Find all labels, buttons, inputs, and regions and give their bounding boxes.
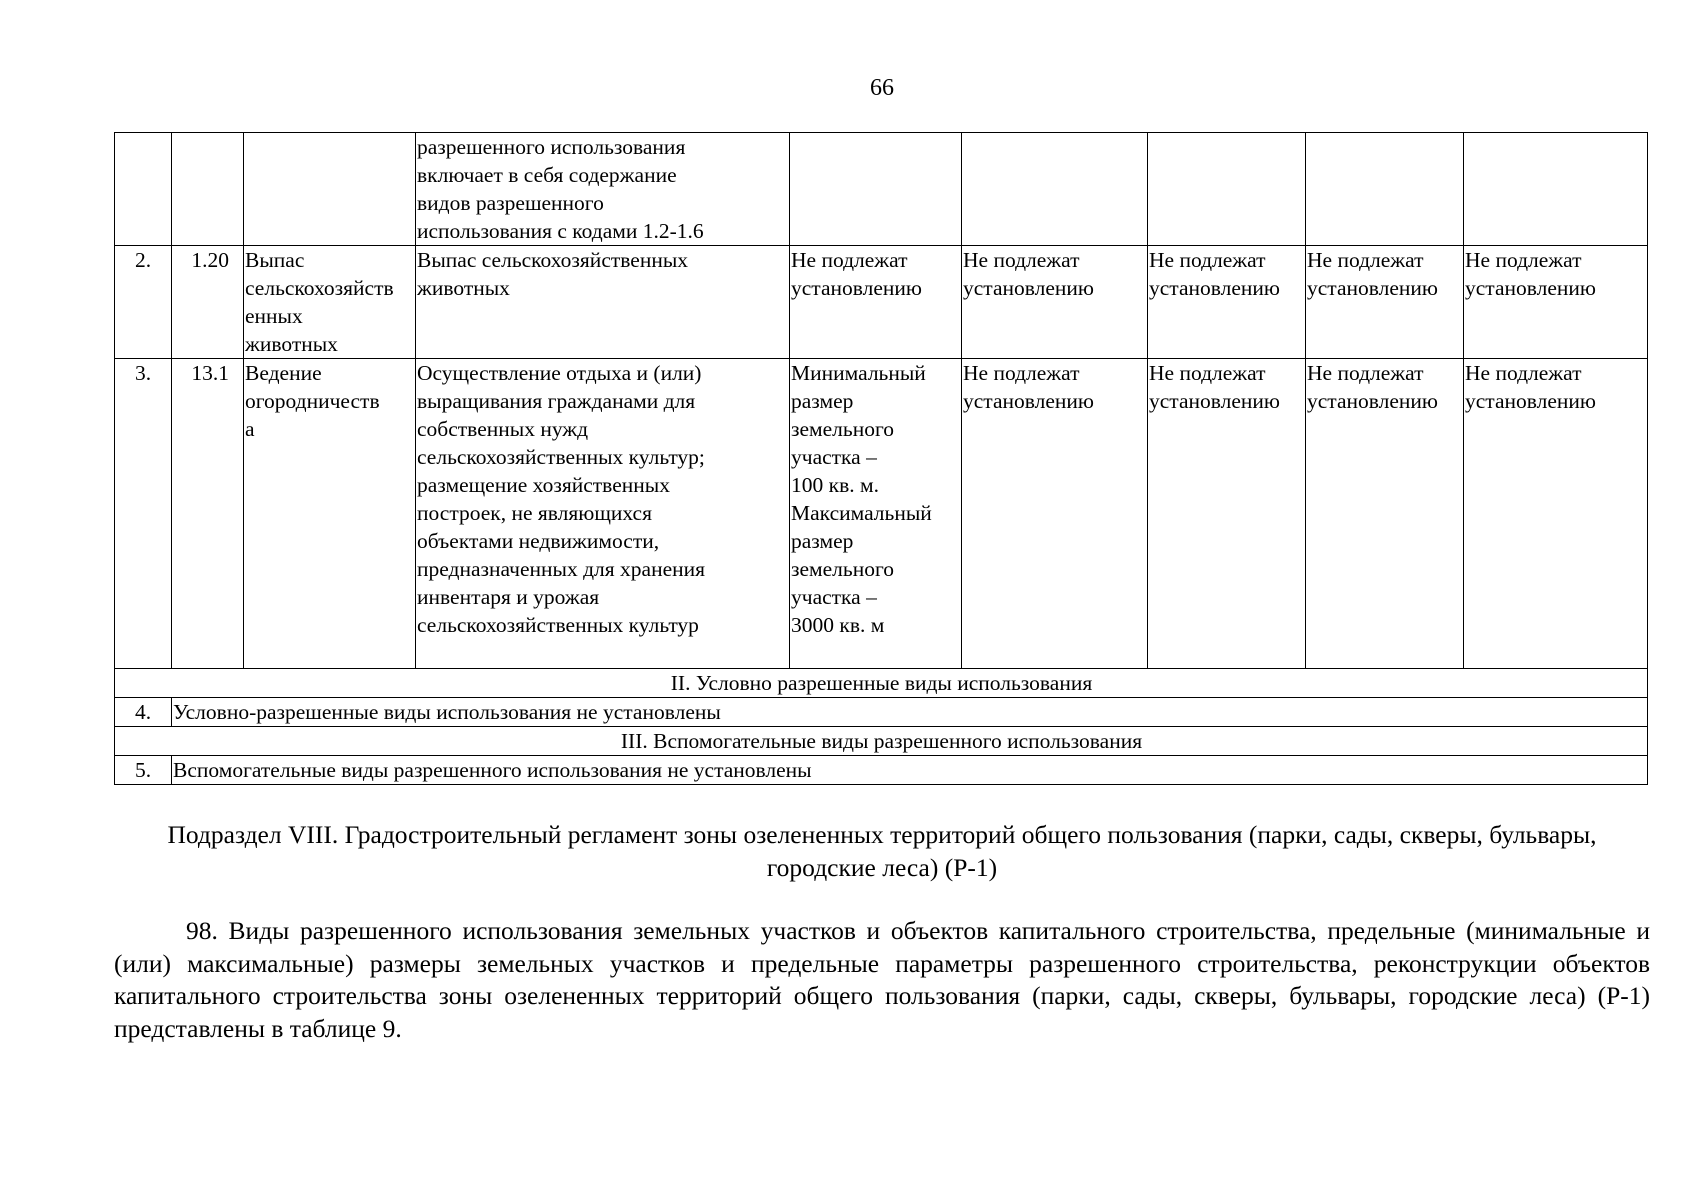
cell-param-5: Не подлежат установлению	[1464, 246, 1648, 359]
table-row	[115, 246, 1648, 359]
cell-description: Выпас сельскохозяйственных животных	[416, 246, 790, 359]
cell-conditional-text: Условно-разрешенные виды использования не установлены	[172, 698, 1648, 727]
table-row	[115, 756, 1648, 785]
cell-param-1: Не подлежат установлению	[790, 246, 962, 359]
cell-code: 13.1	[172, 359, 244, 669]
cell-param-3	[1148, 133, 1306, 246]
land-use-table	[114, 132, 1648, 785]
cell-param-2: Не подлежат установлению	[962, 359, 1148, 669]
cell-param-2: Не подлежат установлению	[962, 246, 1148, 359]
cell-name	[244, 133, 416, 246]
cell-param-5	[1464, 133, 1648, 246]
cell-code: 1.20	[172, 246, 244, 359]
section-header-row	[115, 727, 1648, 756]
cell-code	[172, 133, 244, 246]
cell-description: Осуществление отдыха и (или) выращивания гражданами для собственных нужд сельскохозяйственных культур; размещение хозяйственных построек, не являющихся объектами недвижимости, предназначенных для хранения инвентаря и урожая сельскохозяйственных культур	[416, 359, 790, 669]
table-row	[115, 359, 1648, 669]
paragraph-98: 98. Виды разрешенного использования земельных участков и объектов капитального строительства, предельные (минимальные и (или) максимальные) размеры земельных участков и предельные параметры разрешенного строительства, реконструкции объектов капитального строительства зоны озелененных территорий общего пользования (парки, сады, скверы, бульвары, городские леса) (Р-1) представлены в таблице 9.	[114, 916, 1650, 1043]
page-number: 66	[870, 75, 894, 101]
cell-auxiliary-text: Вспомогательные виды разрешенного использования не установлены	[172, 756, 1648, 785]
cell-param-3: Не подлежат установлению	[1148, 246, 1306, 359]
cell-param-1	[790, 133, 962, 246]
cell-param-2	[962, 133, 1148, 246]
cell-name: Выпас сельскохозяйств енных животных	[244, 246, 416, 359]
cell-param-3: Не подлежат установлению	[1148, 359, 1306, 669]
section-title-auxiliary: III. Вспомогательные виды разрешенного использования	[115, 727, 1648, 756]
section-title-conditional: II. Условно разрешенные виды использования	[115, 669, 1648, 698]
table-row-continuation	[115, 133, 1648, 246]
table-row	[115, 698, 1648, 727]
cell-param-4: Не подлежат установлению	[1306, 246, 1464, 359]
cell-param-4: Не подлежат установлению	[1306, 359, 1464, 669]
cell-num	[115, 133, 172, 246]
cell-num: 2.	[115, 246, 172, 359]
cell-num: 5.	[115, 756, 172, 785]
subsection-heading: Подраздел VIII. Градостроительный регламент зоны озелененных территорий общего пользования (парки, сады, скверы, бульвары, городские леса) (Р-1)	[167, 820, 1597, 882]
cell-param-5: Не подлежат установлению	[1464, 359, 1648, 669]
cell-description: разрешенного использования включает в себя содержание видов разрешенного использования с кодами 1.2-1.6	[416, 133, 790, 246]
cell-num: 3.	[115, 359, 172, 669]
section-header-row	[115, 669, 1648, 698]
cell-num: 4.	[115, 698, 172, 727]
cell-name: Ведение огородничеств а	[244, 359, 416, 669]
cell-param-4	[1306, 133, 1464, 246]
cell-param-1: Минимальный размер земельного участка – 100 кв. м. Максимальный размер земельного участка – 3000 кв. м	[790, 359, 962, 669]
